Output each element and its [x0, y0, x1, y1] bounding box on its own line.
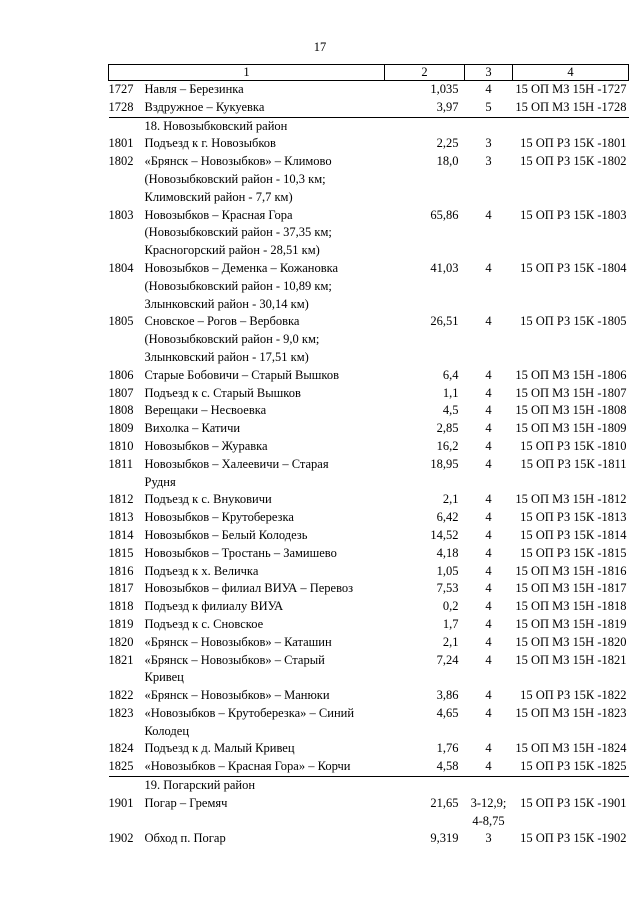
road-category-line: 3-12,9;	[470, 795, 507, 810]
table-row	[109, 402, 629, 420]
road-length: 1,76	[436, 741, 459, 756]
table-row	[109, 135, 629, 153]
table-row	[109, 367, 629, 385]
road-category-line: 4	[485, 492, 492, 507]
table-row	[109, 438, 629, 456]
road-length: 1,05	[436, 563, 459, 578]
road-name-cell	[109, 491, 385, 509]
road-name-line: Кривец	[144, 670, 184, 685]
road-id: 15 ОП МЗ 15Н -1806	[515, 367, 627, 382]
road-length: 21,65	[430, 795, 459, 810]
road-name-line: Злынковский район - 30,14 км)	[144, 296, 309, 311]
header-col-1: 1	[109, 65, 385, 81]
road-code: 1819	[108, 616, 134, 631]
road-id: 15 ОП МЗ 15Н -1816	[515, 563, 627, 578]
road-id: 15 ОП РЗ 15К -1813	[520, 510, 627, 525]
road-category	[465, 830, 513, 848]
road-name-line: Новозыбков – Белый Колодезь	[144, 527, 308, 542]
road-name-line: (Новозыбковский район - 10,3 км;	[144, 171, 326, 186]
road-length: 65,86	[430, 207, 459, 222]
road-category-line: 4	[485, 82, 492, 96]
road-id: 15 ОП РЗ 15К -1901	[520, 795, 627, 810]
road-category	[465, 580, 513, 598]
section-row	[109, 777, 629, 795]
road-id: 15 ОП РЗ 15К -1814	[520, 527, 627, 542]
road-category	[465, 207, 513, 260]
road-length: 14,52	[430, 527, 459, 542]
road-category-line: 4	[485, 581, 492, 596]
road-code: 1818	[108, 599, 134, 614]
table-row	[109, 491, 629, 509]
page-number: 17	[313, 40, 327, 54]
road-code: 1817	[108, 581, 134, 596]
road-category	[465, 402, 513, 420]
table-row	[109, 260, 629, 313]
road-name-cell	[109, 367, 385, 385]
road-name-cell	[109, 402, 385, 420]
road-category	[465, 758, 513, 776]
road-category	[465, 795, 513, 831]
road-id: 15 ОП МЗ 15Н -1823	[515, 705, 627, 720]
road-length: 2,1	[442, 634, 459, 649]
road-name-line: «Брянск – Новозыбков» – Старый	[144, 652, 325, 667]
road-id: 15 ОП РЗ 15К -1803	[520, 207, 627, 222]
road-category-line: 4	[485, 616, 492, 631]
road-id: 15 ОП МЗ 15Н -1812	[515, 492, 627, 507]
table-header-row	[109, 65, 629, 81]
road-name-cell	[109, 580, 385, 598]
road-name-line: Колодец	[144, 723, 190, 738]
road-id: 15 ОП МЗ 15Н -1818	[515, 599, 627, 614]
road-length: 4,5	[442, 403, 459, 418]
road-length: 1,7	[442, 616, 459, 631]
road-code: 1821	[108, 652, 134, 667]
road-code: 1810	[108, 438, 134, 453]
road-length: 6,42	[436, 510, 459, 525]
road-name-cell	[109, 313, 385, 366]
road-code: 1727	[108, 82, 134, 96]
table-row	[109, 598, 629, 616]
road-code: 1804	[108, 260, 134, 275]
road-category	[465, 598, 513, 616]
road-id: 15 ОП РЗ 15К -1902	[520, 831, 627, 846]
table-row	[109, 830, 629, 848]
road-category-line: 4	[485, 421, 492, 436]
road-category	[465, 385, 513, 403]
road-id: 15 ОП РЗ 15К -1805	[520, 314, 627, 329]
table-row	[109, 652, 629, 688]
road-length: 4,18	[436, 545, 459, 560]
road-code: 1803	[108, 207, 134, 222]
road-id: 15 ОП РЗ 15К -1825	[520, 759, 627, 774]
section-row	[109, 117, 629, 135]
road-name-cell	[109, 207, 385, 260]
road-name-cell	[109, 135, 385, 153]
road-category	[465, 420, 513, 438]
road-name-cell	[109, 563, 385, 581]
road-name-cell	[109, 153, 385, 206]
road-length: 18,0	[436, 154, 459, 169]
road-id: 15 ОП МЗ 15Н -1817	[515, 581, 627, 596]
road-category-line: 4	[485, 652, 492, 667]
road-length: 7,24	[436, 652, 459, 667]
road-category	[465, 135, 513, 153]
road-category	[465, 527, 513, 545]
road-name-line: Злынковский район - 17,51 км)	[144, 349, 309, 364]
road-category	[465, 687, 513, 705]
road-category-line: 3	[485, 831, 492, 846]
road-code: 1814	[108, 527, 134, 542]
road-name-line: Подъезд к г. Новозыбков	[144, 136, 276, 151]
road-category-line: 4	[485, 403, 492, 418]
road-name-line: «Брянск – Новозыбков» – Манюки	[144, 688, 330, 703]
road-category-line: 4	[485, 599, 492, 614]
road-code: 1806	[108, 367, 134, 382]
table-row	[109, 81, 629, 99]
road-name-line: Новозыбков – Красная Гора	[144, 207, 293, 222]
road-name-cell	[109, 527, 385, 545]
road-category-line: 5	[485, 99, 492, 114]
road-category	[465, 740, 513, 758]
road-length: 2,25	[436, 136, 459, 151]
road-name-line: Навля – Березинка	[144, 82, 244, 96]
road-code: 1801	[108, 136, 134, 151]
road-length: 7,53	[436, 581, 459, 596]
road-length: 2,1	[442, 492, 459, 507]
road-length: 9,319	[430, 831, 459, 846]
road-category	[465, 705, 513, 741]
section-title: 19. Погарский район	[109, 777, 629, 795]
road-id: 15 ОП МЗ 15Н -1821	[515, 652, 627, 667]
table-row	[109, 456, 629, 492]
road-id: 15 ОП РЗ 15К -1815	[520, 545, 627, 560]
table-row	[109, 509, 629, 527]
table-row	[109, 563, 629, 581]
road-category-line: 4	[485, 385, 492, 400]
road-name-cell	[109, 456, 385, 492]
road-category	[465, 634, 513, 652]
table-row	[109, 758, 629, 776]
road-id: 15 ОП МЗ 15Н -1727	[515, 82, 627, 96]
road-code: 1812	[108, 492, 134, 507]
road-category	[465, 616, 513, 634]
road-name-line: «Брянск – Новозыбков» – Климово	[144, 154, 332, 169]
road-name-cell	[109, 438, 385, 456]
road-name-cell	[109, 740, 385, 758]
road-category-line: 4	[485, 563, 492, 578]
table-row	[109, 634, 629, 652]
road-name-cell	[109, 634, 385, 652]
road-id: 15 ОП РЗ 15К -1804	[520, 260, 627, 275]
road-name-cell	[109, 598, 385, 616]
road-length: 6,4	[442, 367, 459, 382]
table-row	[109, 616, 629, 634]
road-length: 3,97	[436, 99, 459, 114]
road-name-line: Новозыбков – Тростань – Замишево	[144, 545, 337, 560]
road-name-line: Погар – Гремяч	[144, 795, 228, 810]
road-name-cell	[109, 81, 385, 99]
road-code: 1813	[108, 510, 134, 525]
road-category	[465, 438, 513, 456]
road-category-line: 4	[485, 367, 492, 382]
road-length: 1,035	[430, 82, 459, 96]
road-code: 1802	[108, 154, 134, 169]
road-category	[465, 153, 513, 206]
road-id: 15 ОП МЗ 15Н -1820	[515, 634, 627, 649]
road-category	[465, 456, 513, 492]
road-category-line: 4	[485, 705, 492, 720]
road-category-line: 4	[485, 545, 492, 560]
roads-table	[108, 64, 629, 848]
road-code: 1824	[108, 741, 134, 756]
road-category-line: 4	[485, 634, 492, 649]
road-name-line: Новозыбков – филиал ВИУА – Перевоз	[144, 581, 354, 596]
table-row	[109, 580, 629, 598]
road-name-cell	[109, 509, 385, 527]
road-category-line: 4	[485, 438, 492, 453]
road-id: 15 ОП РЗ 15К -1811	[520, 456, 627, 471]
table-row	[109, 687, 629, 705]
road-category	[465, 81, 513, 99]
road-code: 1815	[108, 545, 134, 560]
road-length: 4,58	[436, 759, 459, 774]
road-category-line: 4	[485, 207, 492, 222]
road-id: 15 ОП МЗ 15Н -1819	[515, 616, 627, 631]
road-name-line: Новозыбков – Халеевичи – Старая	[144, 456, 329, 471]
table-row	[109, 545, 629, 563]
table-row	[109, 153, 629, 206]
road-category	[465, 563, 513, 581]
road-id: 15 ОП МЗ 15Н -1809	[515, 421, 627, 436]
road-code: 1808	[108, 403, 134, 418]
road-name-line: Подъезд к с. Внуковичи	[144, 492, 272, 507]
road-category-line: 4	[485, 510, 492, 525]
road-name-cell	[109, 758, 385, 776]
table-row	[109, 99, 629, 117]
header-col-4: 4	[513, 65, 629, 81]
road-name-cell	[109, 652, 385, 688]
road-name-line: Подъезд к филиалу ВИУА	[144, 599, 284, 614]
road-id: 15 ОП РЗ 15К -1810	[520, 438, 627, 453]
road-code: 1816	[108, 563, 134, 578]
header-col-3: 3	[465, 65, 513, 81]
road-code: 1820	[108, 634, 134, 649]
road-name-line: «Новозыбков – Красная Гора» – Корчи	[144, 759, 351, 774]
road-name-line: Красногорский район - 28,51 км)	[144, 243, 320, 258]
road-name-cell	[109, 687, 385, 705]
road-name-cell	[109, 795, 385, 831]
table-row	[109, 705, 629, 741]
road-category-line: 4	[485, 314, 492, 329]
road-name-cell	[109, 545, 385, 563]
table-row	[109, 207, 629, 260]
road-category	[465, 545, 513, 563]
road-length: 18,95	[430, 456, 459, 471]
table-row	[109, 740, 629, 758]
road-name-line: «Новозыбков – Крутоберезка» – Синий	[144, 705, 355, 720]
road-id: 15 ОП МЗ 15Н -1808	[515, 403, 627, 418]
road-name-line: (Новозыбковский район - 9,0 км;	[144, 332, 320, 347]
road-name-line: Сновское – Рогов – Вербовка	[144, 314, 300, 329]
road-category	[465, 260, 513, 313]
road-id: 15 ОП МЗ 15Н -1728	[515, 99, 627, 114]
road-category	[465, 491, 513, 509]
table-row	[109, 420, 629, 438]
road-name-line: Подъезд к с. Сновское	[144, 616, 264, 631]
road-id: 15 ОП МЗ 15Н -1807	[515, 385, 627, 400]
road-name-line: Подъезд к д. Малый Кривец	[144, 741, 295, 756]
road-code: 1822	[108, 688, 134, 703]
road-category-line: 4	[485, 759, 492, 774]
road-id: 15 ОП РЗ 15К -1801	[520, 136, 627, 151]
road-name-line: (Новозыбковский район - 10,89 км;	[144, 278, 332, 293]
road-category-line: 4-8,75	[472, 813, 505, 828]
road-id: 15 ОП МЗ 15Н -1824	[515, 741, 627, 756]
road-name-cell	[109, 385, 385, 403]
road-name-line: (Новозыбковский район - 37,35 км;	[144, 225, 332, 240]
road-code: 1807	[108, 385, 134, 400]
road-id: 15 ОП РЗ 15К -1822	[520, 688, 627, 703]
road-category-line: 4	[485, 688, 492, 703]
road-code: 1809	[108, 421, 134, 436]
road-category-line: 3	[485, 136, 492, 151]
road-code: 1823	[108, 705, 134, 720]
road-name-cell	[109, 830, 385, 848]
table-body	[109, 81, 629, 849]
road-id: 15 ОП РЗ 15К -1802	[520, 154, 627, 169]
road-length: 2,85	[436, 421, 459, 436]
road-length: 3,86	[436, 688, 459, 703]
road-name-line: Верещаки – Несвоевка	[144, 403, 267, 418]
header-col-2: 2	[385, 65, 465, 81]
road-name-line: «Брянск – Новозыбков» – Каташин	[144, 634, 332, 649]
road-name-cell	[109, 99, 385, 117]
road-category-line: 4	[485, 741, 492, 756]
road-name-cell	[109, 260, 385, 313]
road-code: 1825	[108, 759, 134, 774]
table-row	[109, 313, 629, 366]
road-code: 1728	[108, 99, 134, 114]
road-name-line: Новозыбков – Крутоберезка	[144, 510, 294, 525]
road-code: 1902	[108, 831, 134, 846]
road-name-cell	[109, 616, 385, 634]
road-category	[465, 99, 513, 117]
road-length: 41,03	[430, 260, 459, 275]
road-name-line: Климовский район - 7,7 км)	[144, 189, 293, 204]
road-name-cell	[109, 420, 385, 438]
road-length: 0,2	[442, 599, 459, 614]
road-category	[465, 509, 513, 527]
road-code: 1811	[108, 456, 134, 471]
road-category	[465, 652, 513, 688]
road-code: 1805	[108, 314, 134, 329]
road-length: 1,1	[442, 385, 459, 400]
road-name-line: Новозыбков – Журавка	[144, 438, 268, 453]
road-name-line: Обход п. Погар	[144, 831, 226, 846]
road-name-line: Рудня	[144, 474, 176, 489]
road-length: 16,2	[436, 438, 459, 453]
road-category-line: 4	[485, 527, 492, 542]
table-row	[109, 385, 629, 403]
road-category	[465, 313, 513, 366]
road-category-line: 4	[485, 456, 492, 471]
road-name-line: Вихолка – Катичи	[144, 421, 241, 436]
section-title: 18. Новозыбковский район	[109, 117, 629, 135]
road-category-line: 3	[485, 154, 492, 169]
table-row	[109, 795, 629, 831]
table-row	[109, 527, 629, 545]
road-category-line: 4	[485, 260, 492, 275]
road-length: 26,51	[430, 314, 459, 329]
road-length: 4,65	[436, 705, 459, 720]
road-category	[465, 367, 513, 385]
road-name-line: Новозыбков – Деменка – Кожановка	[144, 260, 339, 275]
road-code: 1901	[108, 795, 134, 810]
road-name-line: Вздружное – Кукуевка	[144, 99, 265, 114]
road-name-line: Подъезд к х. Величка	[144, 563, 259, 578]
road-name-cell	[109, 705, 385, 741]
road-name-line: Старые Бобовичи – Старый Вышков	[144, 367, 340, 382]
road-name-line: Подъезд к с. Старый Вышков	[144, 385, 301, 400]
